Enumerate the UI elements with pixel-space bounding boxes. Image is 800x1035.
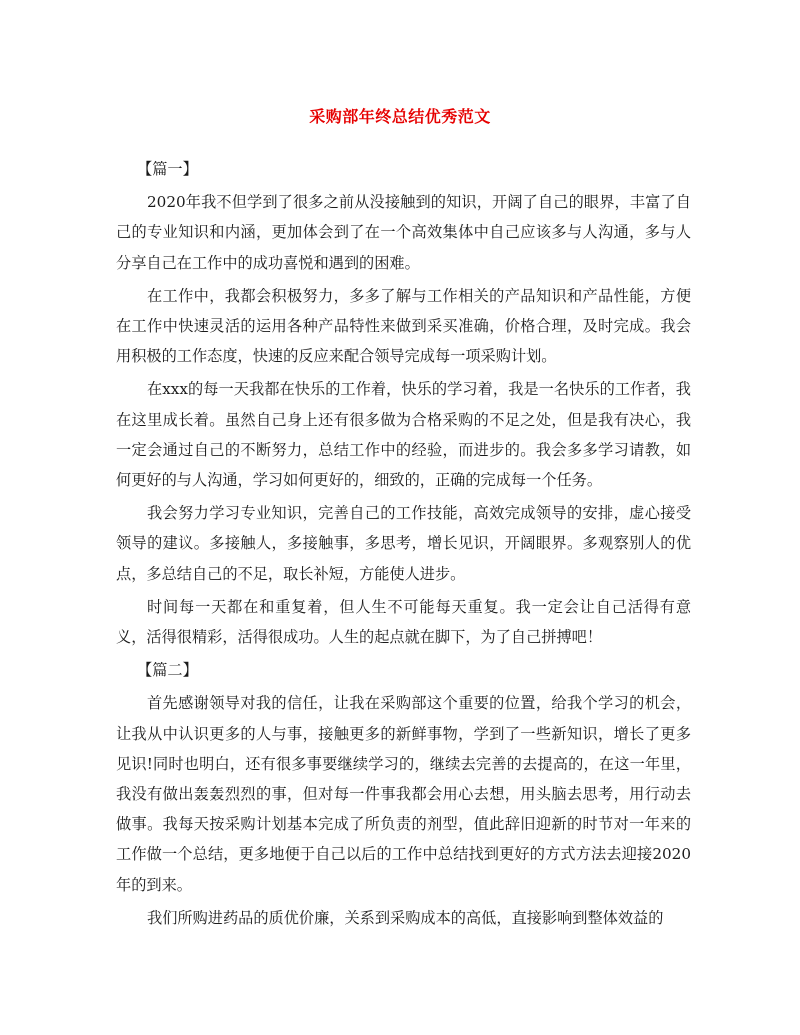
- paragraph: 时间每一天都在和重复着，但人生不可能每天重复。我一定会让自己活得有意义，活得很精彩，活得很成功。人生的起点就在脚下，为了自己拼搏吧！: [116, 597, 691, 647]
- paragraph: 在工作中，我都会积极努力，多多了解与工作相关的产品知识和产品性能，方便在工作中快速灵活的运用各种产品特性来做到采买准确，价格合理，及时完成。我会用积极的工作态度，快速的反应来配合领导完成每一项采购计划。: [116, 286, 691, 366]
- paragraph: 2020年我不但学到了很多之前从没接触到的知识，开阔了自己的眼界，丰富了自己的专业知识和内涵，更加体会到了在一个高效集体中自己应该多与人沟通，多与人分享自己在工作中的成功喜悦和遇到的困难。: [116, 193, 691, 272]
- paragraph: 我会努力学习专业知识，完善自己的工作技能，高效完成领导的安排，虚心接受领导的建议。多接触人，多接触事，多思考，增长见识，开阔眼界。多观察别人的优点，多总结自己的不足，取长补短，方能使人进步。: [116, 504, 691, 583]
- paragraph: 在xxx的每一天我都在快乐的工作着，快乐的学习着，我是一名快乐的工作者，我在这里成长着。虽然自己身上还有很多做为合格采购的不足之处，但是我有决心，我一定会通过自己的不断努力，总结工作中的经验，而进步的。我会多多学习请教，如何更好的与人沟通，学习如何更好的，细致的，正确的完成每一个任务。: [116, 380, 691, 490]
- section-heading-1: 【篇一】: [137, 160, 198, 178]
- paragraph: 我们所购进药品的质优价廉，关系到采购成本的高低，直接影响到整体效益的: [147, 908, 664, 927]
- paragraph: 首先感谢领导对我的信任，让我在采购部这个重要的位置，给我个学习的机会，让我从中认识更多的人与事，接触更多的新鲜事物，学到了一些新知识，增长了更多见识!同时也明白，还有很多事要继续学习的，继续去完善的去提高的，在这一年里，我没有做出轰轰烈烈的事，但对每一件事我都会用心去想，用头脑去思考，用行动去做事。我每天按采购计划基本完成了所负责的剂型，值此辞旧迎新的时节对一年来的工作做一个总结，更多地便于自己以后的工作中总结找到更好的方式方法去迎接2020年的到来。: [116, 694, 691, 894]
- section-heading-2: 【篇二】: [137, 661, 198, 680]
- document-title: 采购部年终总结优秀范文: [309, 107, 491, 126]
- document-body: [116, 154, 691, 936]
